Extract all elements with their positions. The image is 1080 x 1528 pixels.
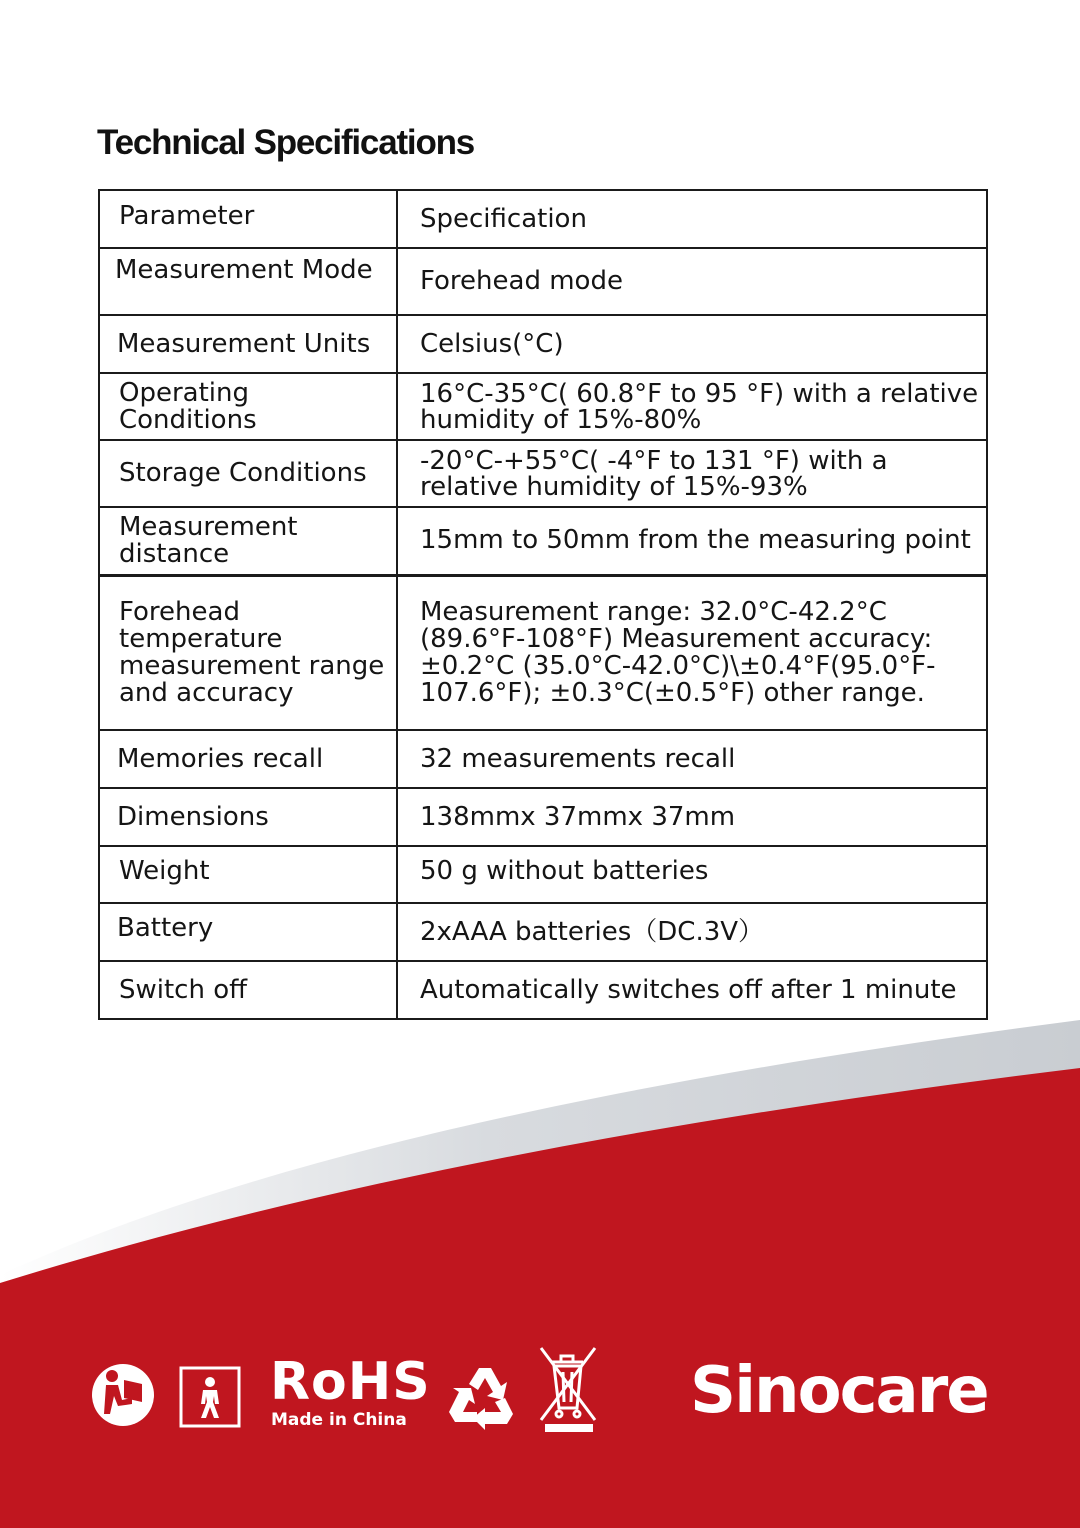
parameter-cell	[99, 903, 397, 961]
table-row	[99, 440, 987, 507]
parameter-cell	[99, 730, 397, 788]
made-in-label: Made in China	[271, 1410, 407, 1430]
recycle-icon	[449, 1368, 513, 1430]
type-bf-icon	[181, 1368, 239, 1426]
specification-text: 16°C-35°C( 60.8°F to 95 °F) with a relative humidity of 15%-80%	[420, 378, 979, 435]
specification-cell	[397, 730, 987, 788]
page-title: Technical Specifications	[97, 123, 475, 162]
specification-cell	[397, 507, 987, 575]
specification-cell	[397, 903, 987, 961]
parameter-text: Dimensions	[117, 801, 269, 832]
parameter-cell	[99, 846, 397, 903]
brand-logo: Sinocare	[690, 1354, 988, 1428]
parameter-cell	[99, 315, 397, 373]
specification-text: 32 measurements recall	[420, 743, 736, 774]
table-row	[99, 507, 987, 575]
specification-text: Automatically switches off after 1 minute	[420, 974, 957, 1005]
parameter-text: Weight	[119, 856, 210, 886]
parameter-cell	[99, 788, 397, 846]
table-row	[99, 575, 987, 730]
weee-bin-icon	[541, 1348, 595, 1432]
parameter-cell	[99, 440, 397, 507]
table-row	[99, 373, 987, 440]
specification-text: 50 g without batteries	[420, 856, 709, 886]
parameter-text: Switch off	[119, 974, 248, 1005]
parameter-cell	[99, 507, 397, 575]
parameter-text: Parameter	[119, 201, 255, 231]
parameter-text: Measurement distance	[119, 511, 298, 569]
table-row	[99, 903, 987, 961]
table-row	[99, 730, 987, 788]
table-row	[99, 846, 987, 903]
specification-cell	[397, 373, 987, 440]
parameter-cell	[99, 248, 397, 315]
parameter-text: Storage Conditions	[119, 458, 367, 488]
specification-cell	[397, 788, 987, 846]
specification-text: -20°C-+55°C( -4°F to 131 °F) with a relative humidity of 15%-93%	[420, 445, 888, 502]
specification-text: 15mm to 50mm from the measuring point	[420, 525, 971, 556]
specification-cell	[397, 190, 987, 248]
specifications-table	[98, 189, 988, 1020]
specification-text: Celsius(°C)	[420, 328, 564, 359]
parameter-cell	[99, 373, 397, 440]
parameter-text: Measurement Units	[117, 328, 371, 359]
table-row	[99, 788, 987, 846]
footer-banner	[0, 1000, 1080, 1528]
table-header-row	[99, 190, 987, 248]
specification-cell	[397, 315, 987, 373]
parameter-text: Forehead temperature measurement range and accuracy	[119, 596, 385, 708]
manual-icon	[92, 1364, 154, 1426]
specification-text: 2xAAA batteries（DC.3V）	[420, 916, 765, 947]
parameter-cell	[99, 190, 397, 248]
table-row	[99, 248, 987, 315]
parameter-text: Battery	[117, 913, 214, 943]
parameter-cell	[99, 575, 397, 730]
specification-text: 138mmx 37mmx 37mm	[420, 801, 736, 832]
parameter-text: Measurement Mode	[115, 255, 373, 285]
specification-cell	[397, 248, 987, 315]
specification-cell	[397, 575, 987, 730]
parameter-text: Memories recall	[117, 743, 324, 774]
specification-cell	[397, 846, 987, 903]
specification-text: Forehead mode	[420, 266, 623, 296]
table-row	[99, 315, 987, 373]
specification-text: Measurement range: 32.0°C-42.2°C (89.6°F-108°F) Measurement accuracy: ±0.2°C (35.0°C-42.0°C)\±0.4°F(95.0°F-107.6°F); ±0.3°C(±0.5°F) other range.	[420, 596, 936, 708]
specification-cell	[397, 440, 987, 507]
specification-text: Specification	[420, 203, 587, 234]
rohs-mark: RoHS	[270, 1352, 431, 1412]
parameter-text: Operating Conditions	[119, 377, 257, 435]
